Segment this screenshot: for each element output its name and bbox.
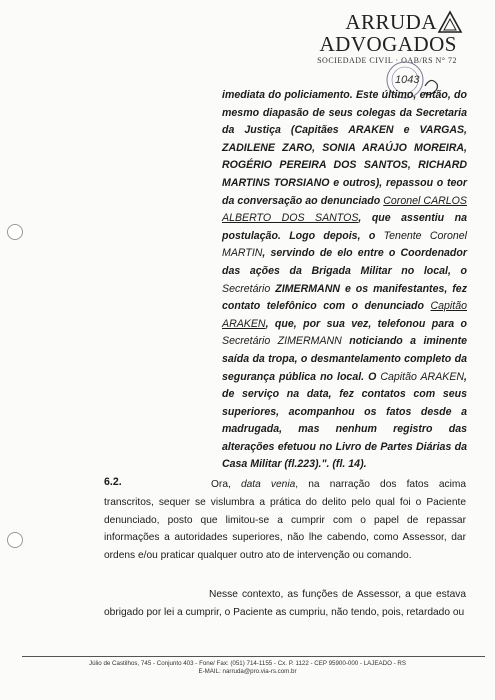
binder-hole-top — [7, 224, 23, 240]
letterhead-line2: ADVOGADOS — [319, 32, 457, 56]
quote-underlined-name: Coronel CARLOS ALBERTO DOS SANTOS — [222, 194, 467, 225]
footer-address: Júlio de Castilhos, 745 - Conjunto 403 - Fone/ Fax: (051) 714-1155 - Cx. P. 1122 - CEP 95900-000 - LAJEADO - RS — [89, 660, 406, 667]
triangle-logo-icon — [437, 10, 463, 34]
quote-text: ZIMERMANN e os manifestantes, fez contato telefônico com o denunciado — [222, 282, 467, 313]
quoted-excerpt — [222, 87, 467, 474]
quote-text: , servindo de elo entre o Coordenador das ações da Brigada Militar no local, o — [222, 247, 467, 277]
quote-plain-name: Secretário — [222, 282, 271, 295]
quote-text: , que, por sua vez, telefonou para o — [265, 317, 467, 330]
quote-text: , de serviço na data, fez contatos com seus superiores, acompanhou os fatos desde a madrugada, mas nenhum registro das alterações efetuou no Livro de Partes Diárias da Casa Militar (fl.223).". (fl. 14). — [222, 370, 467, 471]
quote-text: noticiando a iminente saída da tropa, o desmantelamento completo da segurança pública no local. O — [222, 335, 467, 383]
stamp-handwritten-number: 1043 — [395, 74, 420, 86]
paragraph-italic-text: data venia — [240, 479, 296, 490]
quote-plain-name: Secretário ZIMERMANN — [222, 335, 342, 348]
quote-text: imediata do policiamento. Este último, então, do mesmo diapasão de seus colegas da Secretaria da Justiça (Capitães ARAKEN e VARGAS, ZADILENE ZARO, SONIA ARAÚJO MOREIRA, ROGÉRIO PEREIRA DOS SANTOS, RICHARD MARTINS TORSIANO e outros), repassou o teor da conversação ao denunciado — [222, 89, 467, 207]
binder-hole-bottom — [7, 532, 23, 548]
paragraph-6-2 — [104, 476, 466, 565]
section-number: 6.2. — [104, 476, 122, 488]
paragraph-context: Nesse contexto, as funções de Assessor, a que estava obrigado por lei a cumprir, o Paciente as cumpriu, não tendo, pois, retardado ou — [104, 589, 466, 618]
quote-underlined-name: Capitão ARAKEN — [222, 300, 467, 330]
quote-plain-name: Capitão ARAKEN — [380, 370, 465, 383]
quote-text: , que assentiu na postulação. Logo depois, o — [222, 212, 468, 242]
footer-email: E-MAIL: narruda@pro.via-rs.com.br — [198, 668, 297, 675]
letterhead-line1: ARRUDA — [345, 10, 437, 34]
footer-divider — [22, 656, 485, 657]
paragraph-text: , na narração dos fatos acima transcritos, sequer se vislumbra a prática do delito pelo qual foi o Paciente denunciado, posto que limitou-se a cumprir com o papel de repassar informações a autoridades superiores, não lhe cabendo, como Assessor, dar ordens e/ou praticar qualquer outro ato de intervenção ou comando. — [104, 479, 466, 562]
paragraph-text: Ora, — [211, 479, 241, 490]
quote-plain-name: Tenente Coronel MARTIN — [222, 229, 467, 260]
letterhead-line3: SOCIEDADE CIVIL · OAB/RS N° 72 — [317, 56, 457, 65]
